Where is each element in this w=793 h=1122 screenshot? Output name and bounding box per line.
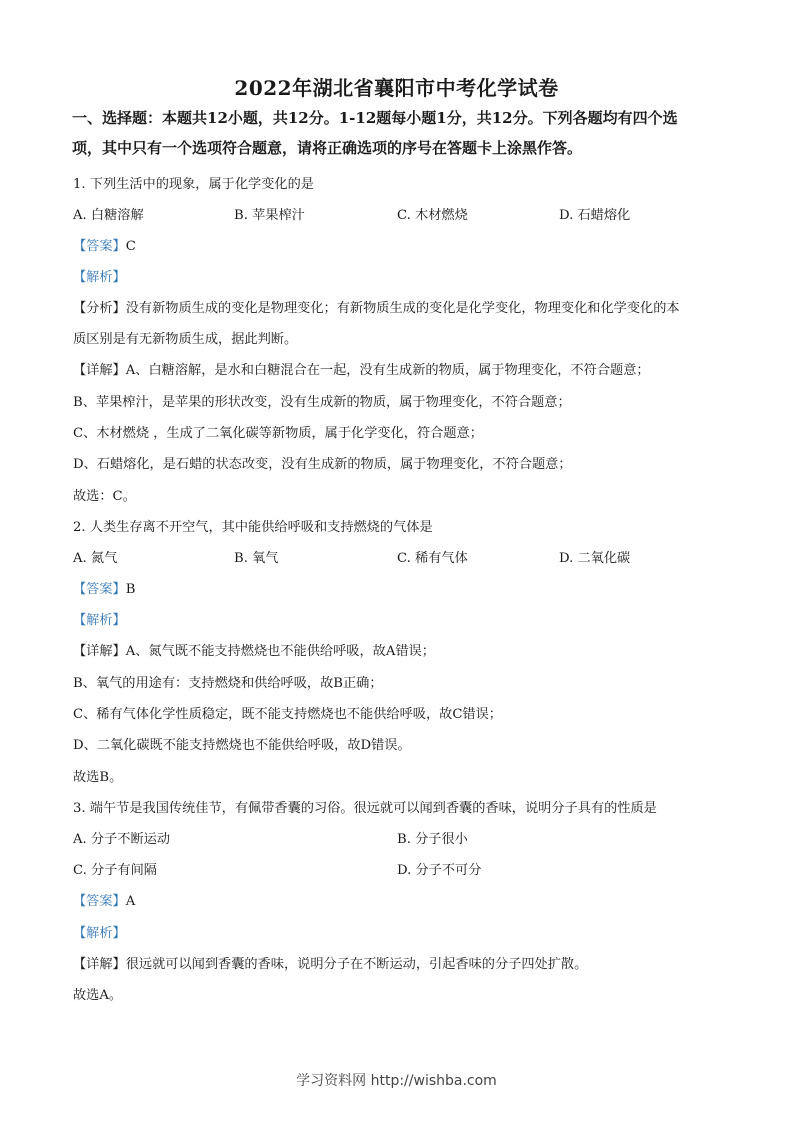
q1-detail-text-a: A、白糖溶解，是水和白糖混合在一起，没有生成新的物质，属于物理变化，不符合题意； [125,363,650,378]
section-heading [72,103,722,163]
footer-watermark-url[interactable]: 学习资料网 http://wishba.com [296,1073,497,1089]
q3-option-a: A. 分子不断运动 [73,832,171,847]
q3-option-c: C. 分子有间隔 [73,863,157,878]
q2-detail-line-b: B、氧气的用途有：支持燃烧和供给呼吸，故B正确； [73,676,383,691]
q1-answer-value: C [125,239,136,254]
detail-label: 【详解】 [73,644,126,659]
q2-detail-text-a: A、氮气既不能支持燃烧也不能供给呼吸，故A错误； [125,644,435,659]
q3-option-b: B. 分子很小 [397,832,468,847]
q2-option-c: C. 稀有气体 [397,551,468,566]
q1-fenxi-text-1: 没有新物质生成的变化是物理变化；有新物质生成的变化是化学变化，物理变化和化学变化的本 [125,301,680,316]
answer-label: 【答案】 [73,582,126,597]
q1-option-b: B. 苹果榨汁 [234,208,305,223]
q1-option-a: A. 白糖溶解 [73,208,144,223]
q2-answer [73,578,135,597]
answer-label: 【答案】 [73,239,126,254]
page-title: 2022年湖北省襄阳市中考化学试卷 [234,76,559,100]
q3-detail-text: 很远就可以闻到香囊的香味，说明分子在不断运动，引起香味的分子四处扩散。 [125,957,588,972]
q1-option-c: C. 木材燃烧 [397,208,468,223]
answer-label: 【答案】 [73,894,126,909]
q3-analysis-label [73,922,126,941]
q1-detail-line-b: B、苹果榨汁，是苹果的形状改变，没有生成新的物质，属于物理变化，不符合题意； [73,395,571,410]
q1-answer [73,235,136,254]
detail-label: 【详解】 [73,363,126,378]
q1-fenxi-line-2: 质区别是有无新物质生成，据此判断。 [73,332,298,347]
analysis-label: 【解析】 [73,926,126,941]
q2-detail-line-d: D、二氧化碳既不能支持燃烧也不能供给呼吸，故D错误。 [73,738,411,753]
q2-answer-value: B [125,582,136,597]
q2-option-a: A. 氮气 [73,551,118,566]
q2-stem: 2. 人类生存离不开空气，其中能供给呼吸和支持燃烧的气体是 [73,520,433,535]
q2-option-d: D. 二氧化碳 [559,551,631,566]
q1-option-d: D. 石蜡熔化 [559,208,631,223]
q1-fenxi-line-1 [73,297,680,316]
q3-option-d: D. 分子不可分 [397,863,482,878]
q2-conclusion: 故选B。 [73,770,123,785]
detail-label: 【详解】 [73,957,126,972]
q3-conclusion: 故选A。 [73,988,123,1003]
q3-answer-value: A [125,894,136,909]
q1-analysis-label [73,266,126,285]
q1-detail-line-c: C、木材燃烧 ，生成了二氧化碳等新物质，属于化学变化，符合题意； [73,426,483,441]
q1-detail-line-d: D、石蜡熔化，是石蜡的状态改变，没有生成新的物质，属于物理变化，不符合题意； [73,457,572,472]
q1-conclusion: 故选：C。 [73,489,136,504]
section-heading-line-2: 项，其中只有一个选项符合题意，请将正确选项的序号在答题卡上涂黑作答。 [72,139,583,157]
q2-analysis-label [73,609,126,628]
q2-option-b: B. 氧气 [234,551,279,566]
q2-detail-line-c: C、稀有气体化学性质稳定，既不能支持燃烧也不能供给呼吸，故C错误； [73,707,502,722]
fenxi-label: 【分析】 [73,301,126,316]
analysis-label: 【解析】 [73,270,126,285]
section-heading-line-1: 一、选择题：本题共12小题，共12分。1-12题每小题1分，共12分。下列各题均有四个选 [72,109,678,127]
q3-answer [73,890,135,909]
q2-detail-line-a [73,640,435,659]
q1-stem: 1. 下列生活中的现象，属于化学变化的是 [73,177,314,192]
q1-detail-line-a [73,359,650,378]
q3-stem: 3. 端午节是我国传统佳节，有佩带香囊的习俗。很远就可以闻到香囊的香味，说明分子具有的性质是 [73,801,657,816]
q3-detail-line [73,953,587,972]
analysis-label: 【解析】 [73,613,126,628]
